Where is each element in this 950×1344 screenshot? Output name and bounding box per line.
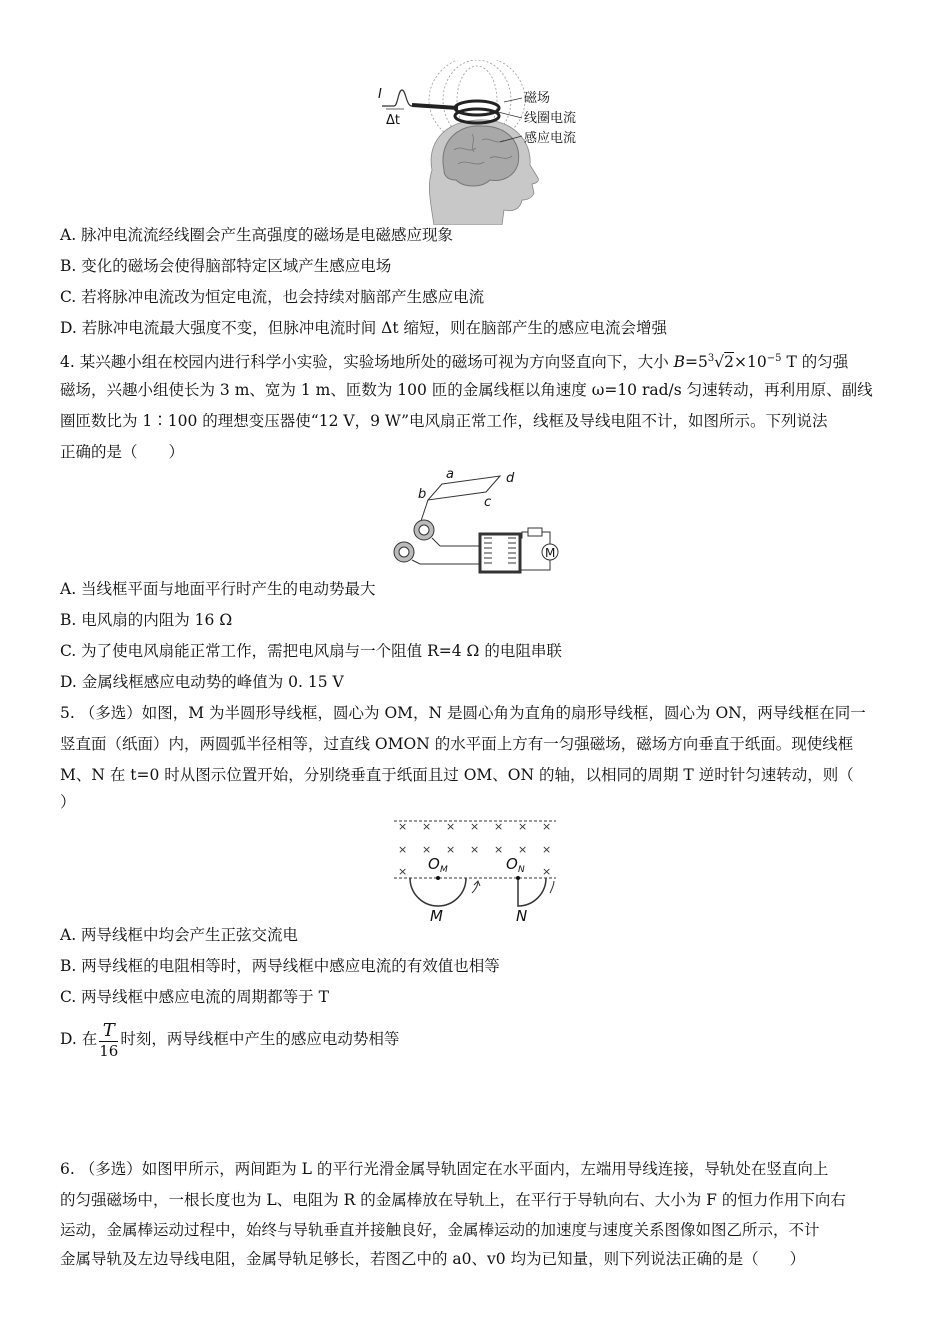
q4-stem-line4: 正确的是（ ） (60, 443, 185, 461)
on-sub: N (518, 865, 525, 875)
q6-stem-line3: 运动，金属棒运动过程中，始终与导轨垂直并接触良好，金属棒运动的加速度与速度关系图像如图乙所示，不计 (60, 1221, 820, 1239)
n-frame-label: N (516, 907, 528, 925)
svg-text:×: × (494, 843, 504, 856)
q5-stem-line1: 5. （多选）如图，M 为半圆形导线框，圆心为 OM，N 是圆心角为直角的扇形导线框，圆心为 ON，两导线框在同一 (60, 704, 866, 722)
svg-text:×: × (470, 820, 480, 833)
q5-option-d: D. 在 $\frac{T}{16}$ 时刻，两导线框中产生的感应电动势相等 (60, 1019, 400, 1060)
pulse-i-label: I (378, 87, 382, 102)
brain-coil-figure (372, 60, 602, 225)
label-b: b (418, 487, 427, 502)
label-a: a (446, 467, 454, 482)
svg-text:×: × (422, 843, 432, 856)
svg-text:×: × (542, 843, 552, 856)
svg-text:×: × (470, 843, 480, 856)
q3-option-d: D. 若脉冲电流最大强度不变，但脉冲电流时间 Δt 缩短，则在脑部产生的感应电流会增强 (60, 319, 668, 337)
fraction-t-16: $\frac{T}{16}$ (99, 1019, 119, 1060)
q4-option-b: B. 电风扇的内阻为 16 Ω (60, 611, 233, 629)
q6-stem-line1: 6. （多选）如图甲所示，两间距为 L 的平行光滑金属导轨固定在水平面内，左端用导线连接，导轨处在竖直向上 (60, 1160, 829, 1178)
q4-option-d: D. 金属线框感应电动势的峰值为 0. 15 V (60, 673, 344, 691)
label-magnetic-field: 磁场 (524, 91, 551, 106)
q4-stem-line3: 圈匝数比为 1∶100 的理想变压器使“12 V，9 W”电风扇正常工作，线框及导线电阻不计，如图所示。下列说法 (60, 412, 828, 430)
q5-option-c: C. 两导线框中感应电流的周期都等于 T (60, 988, 329, 1006)
q5-stem-line2: 竖直面（纸面）内，两圆弧半径相等，过直线 OMON 的水平面上方有一匀强磁场，磁场方向垂直于纸面。现使线框 (60, 735, 854, 753)
label-coil-current: 线圈电流 (524, 111, 577, 126)
label-c: c (484, 495, 492, 510)
svg-text:×: × (446, 820, 456, 833)
label-d: d (506, 471, 515, 486)
q4-option-a: A. 当线框平面与地面平行时产生的电动势最大 (60, 580, 376, 598)
q3-option-b: B. 变化的磁场会使得脑部特定区域产生感应电场 (60, 257, 392, 275)
q3-option-a: A. 脉冲电流流经线圈会产生高强度的磁场是电磁感应现象 (60, 226, 454, 244)
om-sub: M (440, 865, 448, 875)
svg-text:×: × (398, 820, 408, 833)
q5-option-b: B. 两导线框的电阻相等时，两导线框中感应电流的有效值也相等 (60, 957, 500, 975)
pulse-dt-label: Δt (386, 113, 400, 128)
q6-stem-line2: 的匀强磁场中，一根长度也为 L、电阻为 R 的金属棒放在导轨上，在平行于导轨向右、大小为 F 的恒力作用下向右 (60, 1191, 846, 1209)
q3-option-c: C. 若将脉冲电流改为恒定电流，也会持续对脑部产生感应电流 (60, 288, 485, 306)
svg-text:×: × (446, 843, 456, 856)
q5-option-a: A. 两导线框中均会产生正弦交流电 (60, 926, 299, 944)
q5-stem-line3: M、N 在 t=0 时从图示位置开始，分别绕垂直于纸面且过 OM、ON 的轴，以相同的周期 T 逆时针匀速转动，则（ (60, 766, 854, 784)
q4-stem-line2: 磁场，兴趣小组使长为 3 m、宽为 1 m、匝数为 100 匝的金属线框以角速度 ω=10 rad/s 匀速转动，再利用原、副线 (60, 381, 873, 399)
label-induced-current: 感应电流 (524, 131, 577, 146)
svg-text:×: × (542, 820, 552, 833)
svg-text:×: × (398, 865, 408, 878)
on-label: O (506, 855, 518, 873)
q4-stem-line1: 4. 某兴趣小组在校园内进行科学小实验，实验场地所处的磁场可视为方向竖直向下，大小 $B=5^3√2\times 10^{-5}$ T 的匀强 (60, 353, 849, 372)
q5-stem-line4: ） (60, 793, 76, 811)
om-label: O (428, 855, 440, 873)
svg-text:×: × (518, 843, 528, 856)
svg-text:×: × (398, 843, 408, 856)
svg-text:×: × (542, 865, 552, 878)
svg-text:×: × (518, 820, 528, 833)
m-frame-label: M (430, 907, 443, 925)
svg-text:×: × (494, 820, 504, 833)
field-frames-figure (388, 815, 560, 925)
q6-stem-line4: 金属导轨及左边导线电阻，金属导轨足够长，若图乙中的 a0、v0 均为已知量，则下列说法正确的是（ ） (60, 1250, 806, 1268)
svg-text:×: × (422, 820, 432, 833)
q4-option-c: C. 为了使电风扇能正常工作，需把电风扇与一个阻值 R=4 Ω 的电阻串联 (60, 642, 562, 660)
motor-label: M (545, 546, 556, 560)
generator-transformer-figure (382, 466, 562, 578)
